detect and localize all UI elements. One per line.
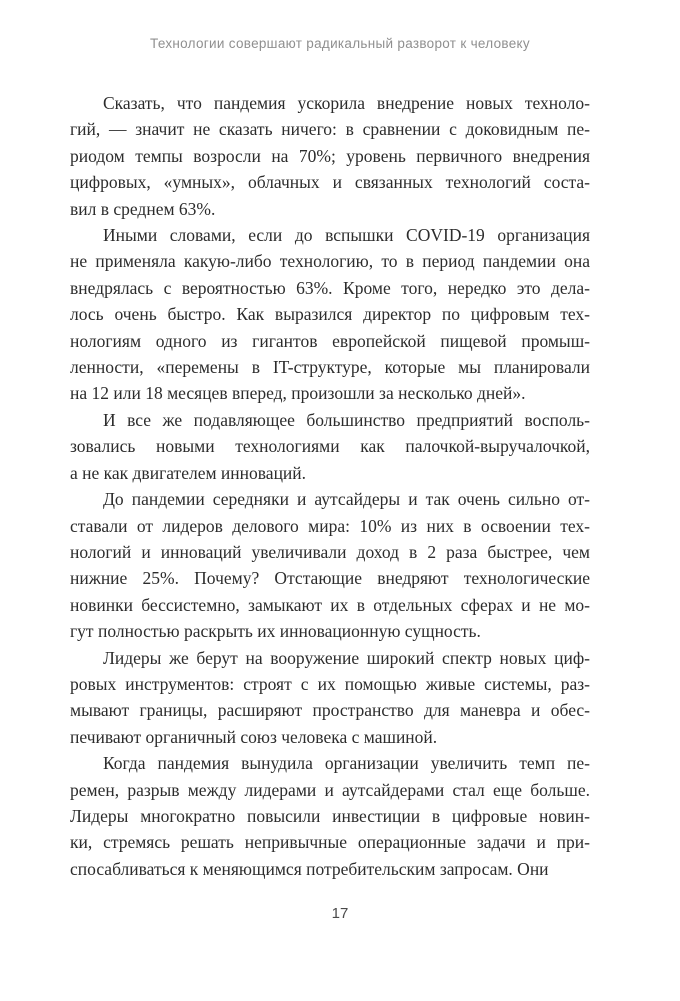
text-line: гут полностью раскрыть их инновационную сущность. [70, 621, 481, 642]
text-line: ки, стремясь решать непривычные операционные задачи и при- [70, 832, 590, 853]
text-line: зовались новыми технологиями как палочкой-выручалочкой, [70, 436, 590, 457]
text-line: не применяла какую-либо технологию, то в период пандемии она [70, 251, 590, 272]
text-line: Лидеры же берут на вооружение широкий спектр новых циф- [103, 647, 590, 668]
text-line: ставали от лидеров делового мира: 10% из них в освоении тех- [70, 515, 590, 536]
running-header: Технологии совершают радикальный разворот к человеку [150, 36, 530, 51]
text-line: До пандемии середняки и аутсайдеры и так очень сильно от- [103, 489, 590, 510]
text-line: риодом темпы возросли на 70%; уровень первичного внедрения [70, 145, 590, 166]
page-body [70, 90, 590, 882]
text-line: нологиям одного из гигантов европейской пищевой промыш- [70, 330, 590, 351]
text-line: И все же подавляющее большинство предприятий восполь- [103, 409, 590, 430]
text-line: Когда пандемия вынудила организации увеличить темп пе- [103, 753, 590, 774]
text-line: мывают границы, расширяют пространство для маневра и обес- [70, 700, 590, 721]
paragraph [70, 486, 590, 644]
text-line: Сказать, что пандемия ускорила внедрение новых техноло- [103, 93, 590, 113]
text-line: цифровых, «умных», облачных и связанных технологий соста- [70, 172, 590, 193]
text-line: печивают органичный союз человека с машиной. [70, 726, 438, 747]
text-line: спосабливаться к меняющимся потребительским запросам. Они [70, 858, 549, 879]
text-line: нологий и инноваций увеличивали доход в 2 раза быстрее, чем [70, 541, 590, 562]
text-line: ровых инструментов: строят с их помощью живые системы, раз- [70, 673, 590, 694]
text-line: гий, — значит не сказать ничего: в сравнении с доковидным пе- [70, 119, 590, 140]
paragraph [70, 407, 590, 486]
text-line: внедрялась с вероятностью 63%. Кроме того, нередко это дела- [70, 277, 590, 298]
paragraph [70, 90, 590, 222]
text-line: нижние 25%. Почему? Отстающие внедряют технологические [70, 568, 590, 589]
text-line: ремен, разрыв между лидерами и аутсайдерами стал еще больше. [70, 779, 590, 800]
page-number: 17 [331, 905, 349, 922]
text-line: новинки бессистемно, замыкают их в отдельных сферах и не мо- [70, 594, 590, 615]
text-line: вил в среднем 63%. [70, 198, 216, 219]
text-line: ленности, «перемены в IT-структуре, которые мы планировали [70, 357, 590, 378]
text-line: Лидеры многократно повысили инвестиции в цифровые новин- [70, 805, 590, 826]
text-line: а не как двигателем инноваций. [70, 462, 307, 483]
text-line: Иными словами, если до вспышки COVID-19 организация [103, 225, 590, 246]
text-line: лось очень быстро. Как выразился директор по цифровым тех- [70, 304, 590, 325]
paragraph [70, 222, 590, 407]
paragraph [70, 645, 590, 751]
text-line: на 12 или 18 месяцев вперед, произошли за несколько дней». [70, 383, 526, 404]
paragraph [70, 750, 590, 882]
